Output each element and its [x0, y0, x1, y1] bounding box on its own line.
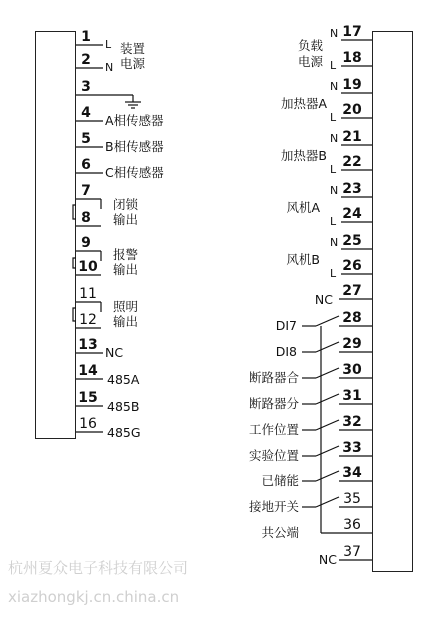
group-label: 输出	[113, 314, 139, 329]
terminal-number: 14	[78, 363, 98, 379]
group-label: 负载	[297, 38, 323, 53]
terminal-number: 31	[342, 388, 362, 404]
terminal-tag: N	[330, 236, 339, 249]
terminal-number: 19	[342, 77, 362, 93]
terminal-label: 已储能	[261, 473, 299, 488]
terminal-tag: N	[105, 61, 114, 74]
left-terminal-block	[36, 32, 76, 439]
terminal-tag: N	[330, 27, 339, 40]
terminal-number: 3	[81, 79, 91, 95]
terminal-number: 6	[81, 157, 91, 173]
terminal-number: 21	[342, 129, 362, 145]
terminal-tag: L	[330, 111, 337, 124]
terminal-label: NC	[105, 345, 124, 360]
group-label: 报警	[113, 247, 139, 262]
terminal-label: 485A	[107, 372, 140, 387]
terminal-label: B相传感器	[105, 139, 164, 154]
terminal-tag: L	[330, 267, 337, 280]
terminal-label: DI8	[275, 344, 297, 359]
group-label: 闭锁	[113, 197, 139, 212]
terminal-number: 10	[78, 259, 98, 275]
terminal-number: 28	[342, 310, 362, 326]
terminal-number: 11	[79, 286, 97, 302]
left-terminal-labels	[105, 38, 164, 440]
terminal-label: 共公端	[261, 525, 299, 540]
terminal-label: 断路器合	[248, 370, 299, 385]
terminal-tag: N	[330, 80, 339, 93]
terminal-label: 实验位置	[248, 448, 299, 463]
terminal-number: 5	[81, 131, 91, 147]
group-label: 电源	[297, 54, 323, 69]
terminal-label: NC	[318, 552, 337, 567]
terminal-number: 2	[81, 52, 91, 68]
terminal-label: 工作位置	[248, 422, 299, 437]
terminal-number: 22	[342, 154, 362, 170]
group-label: 风机A	[286, 200, 320, 215]
terminal-number: 8	[81, 210, 91, 226]
terminal-label: C相传感器	[105, 165, 164, 180]
terminal-number: 27	[342, 283, 362, 299]
terminal-label: NC	[314, 292, 333, 307]
watermark-site: xiazhongkj.cn.china.cn	[8, 588, 180, 606]
terminal-number: 32	[342, 414, 362, 430]
terminal-number: 35	[343, 491, 361, 507]
group-label: 加热器A	[280, 96, 327, 111]
terminal-tag: L	[330, 215, 337, 228]
terminal-number: 17	[342, 24, 362, 40]
terminal-number: 34	[342, 465, 362, 481]
right-terminal-lines	[302, 40, 372, 560]
terminal-tag: N	[330, 184, 339, 197]
terminal-number: 18	[342, 50, 362, 66]
group-label: 输出	[113, 262, 139, 277]
terminal-number: 7	[81, 183, 91, 199]
right-terminal-tags	[330, 27, 338, 280]
terminal-label: A相传感器	[105, 113, 164, 128]
terminal-number: 29	[342, 336, 362, 352]
terminal-number: 37	[343, 544, 361, 560]
watermark-company: 杭州夏众电子科技有限公司	[8, 559, 189, 577]
right-terminal-block	[373, 32, 413, 572]
left-terminal-numbers	[78, 29, 98, 432]
group-label: 加热器B	[280, 148, 327, 163]
terminal-number: 33	[342, 440, 362, 456]
right-terminal-labels	[249, 38, 337, 567]
terminal-label: 断路器分	[248, 396, 299, 411]
terminal-tag: N	[330, 132, 339, 145]
terminal-tag: L	[105, 38, 112, 51]
terminal-label: 485G	[107, 425, 141, 440]
terminal-label: 接地开关	[248, 499, 299, 514]
group-label: 风机B	[286, 252, 320, 267]
terminal-number: 25	[342, 233, 362, 249]
terminal-number: 30	[342, 362, 362, 378]
terminal-number: 12	[79, 312, 97, 328]
terminal-number: 36	[343, 517, 361, 533]
terminal-number: 9	[81, 235, 91, 251]
terminal-tag: L	[330, 163, 337, 176]
terminal-number: 4	[81, 105, 91, 121]
terminal-number: 1	[81, 29, 91, 45]
terminal-number: 13	[78, 337, 98, 353]
terminal-number: 16	[79, 416, 97, 432]
terminal-label: 485B	[107, 399, 140, 414]
terminal-tag: L	[330, 59, 337, 72]
group-label: 电源	[120, 56, 146, 71]
terminal-number: 20	[342, 102, 362, 118]
terminal-number: 23	[342, 181, 362, 197]
terminal-number: 24	[342, 206, 362, 222]
terminal-number: 15	[78, 390, 98, 406]
terminal-number: 26	[342, 258, 362, 274]
group-label: 输出	[113, 212, 139, 227]
group-label: 照明	[113, 299, 139, 314]
group-label: 装置	[120, 41, 146, 56]
right-terminal-numbers	[342, 24, 362, 560]
terminal-label: DI7	[275, 318, 297, 333]
